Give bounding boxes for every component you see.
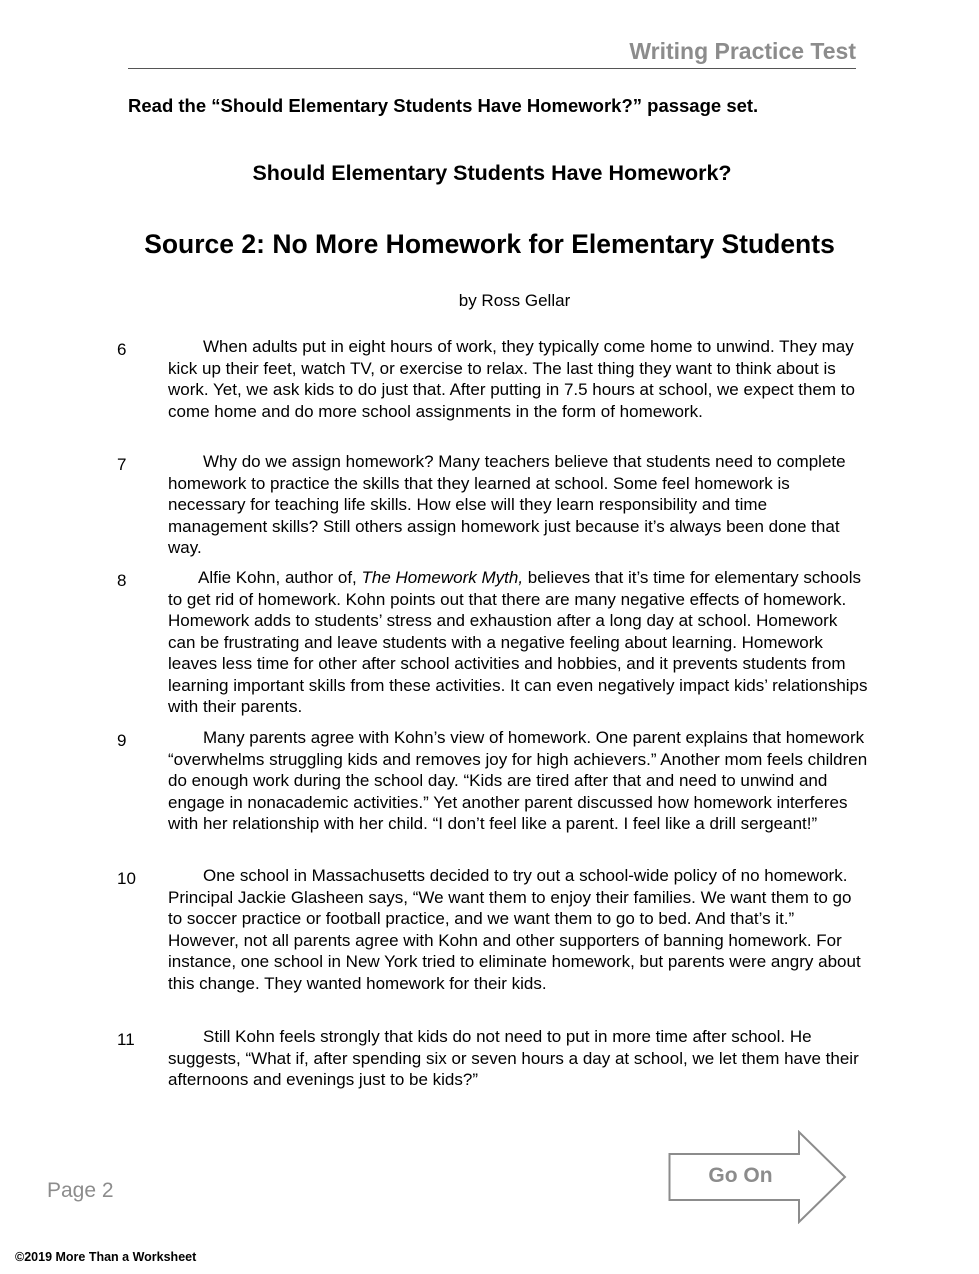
page-number: Page 2 xyxy=(47,1179,114,1202)
byline: by Ross Gellar xyxy=(458,291,571,310)
paragraph-text: Why do we assign homework? Many teachers believe that students need to complete homework to practice the skills that they learned at school. Some feel homework is necessary for teaching life skills. How else will they learn responsibility and time management skills? Still others assign homework just because it’s always been done that way. xyxy=(168,452,846,557)
paragraph-number: 10 xyxy=(117,869,136,888)
copyright: ©2019 More Than a Worksheet xyxy=(15,1250,197,1264)
paragraph-number: 11 xyxy=(117,1030,135,1049)
paragraph-9 xyxy=(117,727,868,835)
test-title: Writing Practice Test xyxy=(629,38,856,64)
paragraph-7 xyxy=(117,451,868,559)
paragraph-text-end: believes that it’s time for elementary schools to get rid of homework. Kohn points out that there are many negative effects of homework. Homework adds to students’ stress and exhaustion after a long day at school. Homework can be frustrating and leave students with a negative feeling about learning. Homework leaves less time for other after school activities and hobbies, and it prevents students from learning important skills from these activities. It can even negatively impact kids’ relationships with their parents. xyxy=(168,568,868,716)
source-title: Source 2: No More Homework for Elementary Students xyxy=(144,229,835,259)
paragraph-6 xyxy=(117,336,868,422)
paragraph-text xyxy=(168,567,868,718)
paragraph-text: One school in Massachusetts decided to try out a school-wide policy of no homework. Principal Jackie Glasheen says, “We want them to enjoy their families. We want them to go to soccer practice or football practice, and we want them to go to bed. And that’s it.” However, not all parents agree with Kohn and other supporters of banning homework. For instance, one school in New York tried to eliminate homework, but parents were angry about this change. They wanted homework for their kids. xyxy=(168,866,861,993)
paragraph-text: Many parents agree with Kohn’s view of homework. One parent explains that homework “overwhelms struggling kids and removes joy for high achievers.” Another mom feels children do enough work during the school day. “Kids are tired after that and need to unwind and engage in nonacademic activities.” Yet another parent discussed how homework interferes with her relationship with her child. “I don’t feel like a parent. I feel like a drill sergeant!” xyxy=(168,728,868,833)
go-on-button[interactable] xyxy=(668,1130,848,1224)
header-divider xyxy=(128,68,856,69)
paragraph-number: 7 xyxy=(117,455,127,474)
paragraph-8 xyxy=(117,567,868,718)
paragraph-text-start: Alfie Kohn, author of, xyxy=(198,568,362,587)
paragraph-11 xyxy=(117,1026,868,1091)
go-on-label: Go On xyxy=(708,1164,773,1187)
paragraph-text: Still Kohn feels strongly that kids do not need to put in more time after school. He suggests, “What if, after spending six or seven hours a day at school, we let them have their afternoons and evenings just to be kids?” xyxy=(168,1027,859,1089)
book-title: The Homework Myth, xyxy=(361,568,524,587)
paragraph-10 xyxy=(117,865,868,994)
paragraph-text: When adults put in eight hours of work, they typically come home to unwind. They may kick up their feet, watch TV, or exercise to relax. The last thing they want to think about is work. Yet, we ask kids to do just that. After putting in 7.5 hours at school, we expect them to come home and do more school assignments in the form of homework. xyxy=(168,337,855,421)
paragraph-number: 9 xyxy=(117,731,127,750)
instruction-text: Read the “Should Elementary Students Have Homework?” passage set. xyxy=(128,95,759,116)
paragraph-number: 6 xyxy=(117,340,127,359)
passage-set-title: Should Elementary Students Have Homework? xyxy=(252,161,732,185)
paragraph-number: 8 xyxy=(117,571,127,590)
